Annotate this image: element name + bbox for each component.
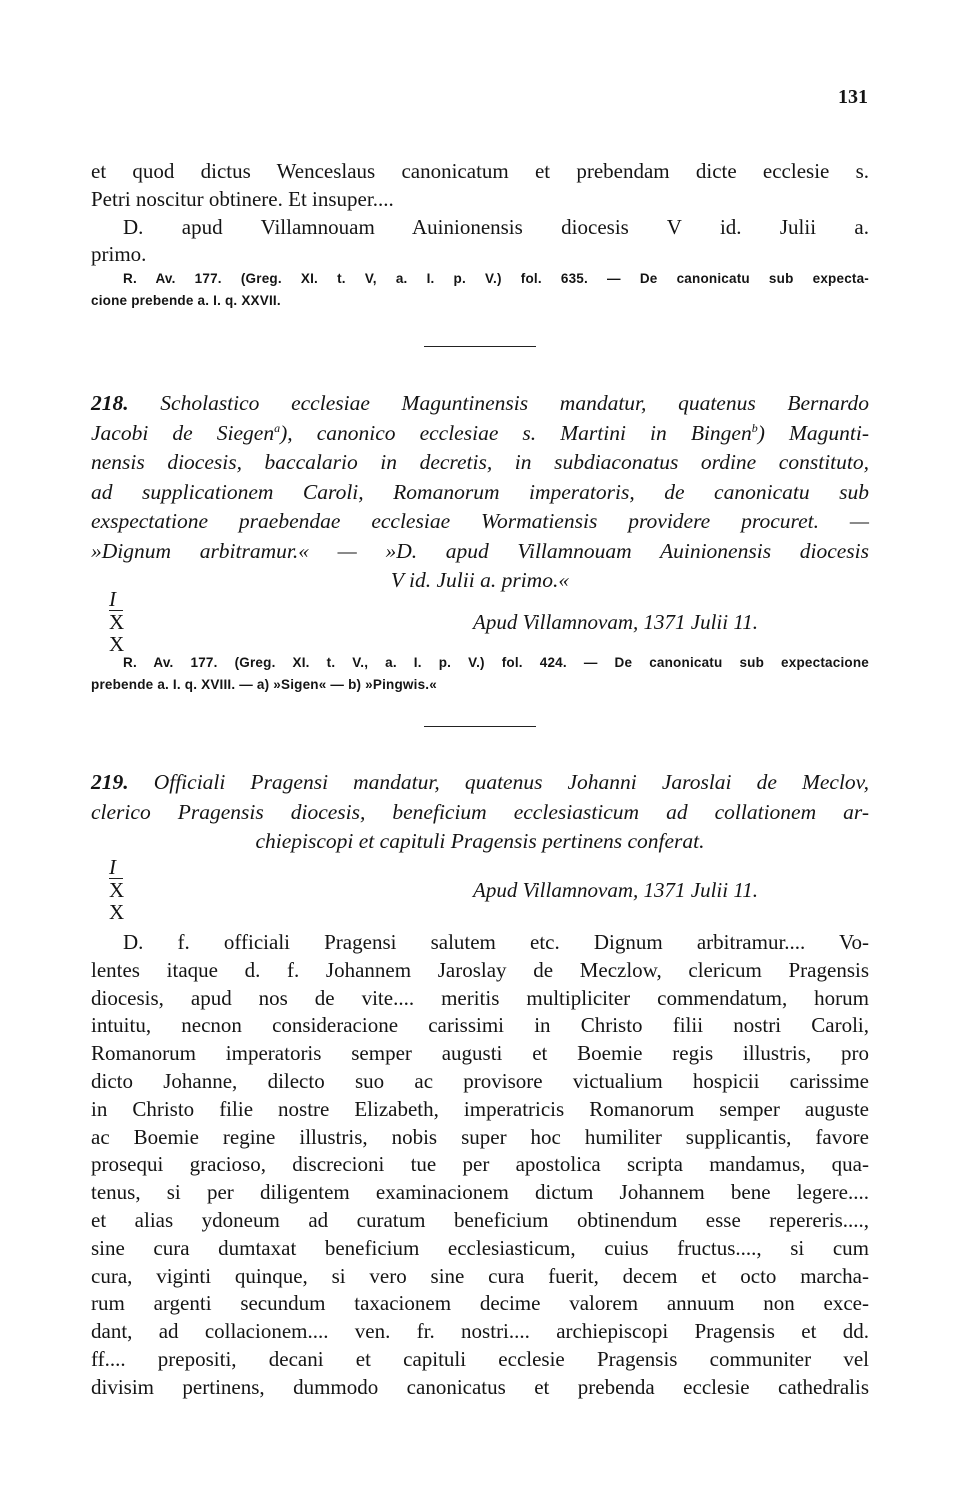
text-line: Romanorum imperatoris semper augusti et Boemie regis illustris, pro — [91, 1041, 869, 1066]
reference-line: cione prebende a. I. q. XXVII. — [91, 293, 281, 308]
roman-numeral-stack — [109, 856, 124, 923]
text-line: dant, ad collacionem.... ven. fr. nostri.... archiepiscopi Pragensis et dd. — [91, 1319, 869, 1344]
section-divider — [424, 726, 536, 727]
regest-line: 218. Scholastico ecclesiae Maguntinensis mandatur, quatenus Bernardo — [91, 391, 869, 415]
regest-line: clerico Pragensis diocesis, beneficium ecclesiasticum ad collationem ar- — [91, 799, 869, 824]
text-line: divisim pertinens, dummodo canonicatus et prebenda ecclesie cathedralis — [91, 1374, 869, 1399]
date-place: Apud Villamnovam, 1371 Julii 11. — [473, 610, 759, 634]
roman-numeral: X — [109, 900, 125, 924]
reference-line: R. Av. 177. (Greg. XI. t. V., a. I. p. V.) fol. 424. — De canonicatu sub expectacione — [123, 655, 869, 670]
regest-line: nensis diocesis, baccalario in decretis, in subdiaconatus ordine constituto, — [91, 450, 869, 474]
entry-218-regest — [91, 389, 869, 596]
entry-219-dating — [109, 856, 869, 936]
text-line: intuitu, necnon consideracione carissimi in Christo filii nostri Caroli, — [91, 1013, 869, 1038]
text-line: diocesis, apud nos de vite.... meritis multipliciter commendatum, horum — [91, 985, 869, 1010]
text-line: et alias ydoneum ad curatum beneficium obtinendum esse repereris...., — [91, 1207, 869, 1232]
text-line: in Christo filie nostre Elizabeth, imperatricis Romanorum semper auguste — [91, 1096, 869, 1121]
footnote-mark: b — [751, 420, 758, 435]
regest-line: 219. Officiali Pragensi mandatur, quatenus Johanni Jaroslai de Meclov, — [91, 770, 870, 794]
regest-line: »Dignum arbitramur.« — »D. apud Villamnouam Auinionensis diocesis — [91, 538, 869, 563]
roman-numeral: I — [109, 588, 123, 611]
text-line: lentes itaque d. f. Johannem Jaroslay de Meczlow, clericum Pragensis — [91, 957, 869, 982]
page-number: 131 — [838, 86, 868, 108]
text-line: dicto Johanne, dilecto suo ac provisore victualium hospicii carissime — [91, 1068, 869, 1093]
text-line: tenus, si per diligentem examinacionem dictum Johannem bene legere.... — [91, 1180, 869, 1205]
date-place: Apud Villamnovam, 1371 Julii 11. — [473, 878, 759, 902]
entry-number: 219. — [91, 770, 129, 794]
text-line: primo. — [91, 242, 147, 267]
roman-numeral: X — [109, 878, 125, 902]
text-line: sine cura dumtaxat beneficium ecclesiasticum, cuius fructus...., si cum — [91, 1235, 869, 1260]
text-line: cura, viginti quinque, si vero sine cura fuerit, decem et octo marcha- — [91, 1263, 869, 1288]
reference-line: prebende a. I. q. XVIII. — a) »Sigen« — b) »Pingwis.« — [91, 677, 437, 692]
footnote-mark: a — [274, 420, 281, 435]
regest-line: V id. Julii a. primo.« — [390, 568, 570, 592]
entry-219-regest — [91, 768, 869, 857]
roman-numeral: X — [109, 610, 125, 634]
text-line: D. apud Villamnouam Auinionensis diocesis V id. Julii a. — [123, 214, 869, 239]
continuation-text — [91, 158, 869, 269]
entry-219-text — [91, 929, 869, 1402]
regest-line: exspectatione praebendae ecclesiae Wormatiensis providere procuret. — — [91, 509, 869, 533]
entry-218-reference — [91, 652, 869, 696]
reference-line: R. Av. 177. (Greg. XI. t. V, a. I. p. V.) fol. 635. — De canonicatu sub expecta- — [123, 271, 869, 286]
entry-number: 218. — [91, 391, 129, 415]
roman-numeral: I — [109, 856, 123, 879]
roman-numeral-stack — [109, 588, 124, 655]
text-line: Petri noscitur obtinere. Et insuper.... — [91, 186, 394, 211]
regest-line: Jacobi de Siegen$^a$), canonico ecclesiae s. Martini in Bingen$^b$) Magunti- — [91, 420, 869, 445]
roman-numeral: X — [109, 632, 125, 656]
section-divider — [424, 346, 536, 347]
text-line: et quod dictus Wenceslaus canonicatum et prebendam dicte ecclesie s. — [91, 159, 869, 183]
text-line: D. f. officiali Pragensi salutem etc. Dignum arbitramur.... Vo- — [123, 930, 869, 954]
regest-line: ad supplicationem Caroli, Romanorum imperatoris, de canonicatu sub — [91, 479, 869, 504]
text-line: ac Boemie regine illustris, nobis super hoc humiliter supplicantis, favore — [91, 1124, 869, 1149]
text-line: prosequi gracioso, discrecioni tue per apostolica scripta mandamus, qua- — [91, 1152, 869, 1177]
continuation-reference — [91, 268, 869, 312]
text-line: ff.... prepositi, decani et capituli ecclesie Pragensis communiter vel — [91, 1346, 869, 1371]
text-line: rum argenti secundum taxacionem decime valorem annuum non exce- — [91, 1291, 869, 1316]
regest-line: chiepiscopi et capituli Pragensis pertinens conferat. — [255, 829, 705, 853]
